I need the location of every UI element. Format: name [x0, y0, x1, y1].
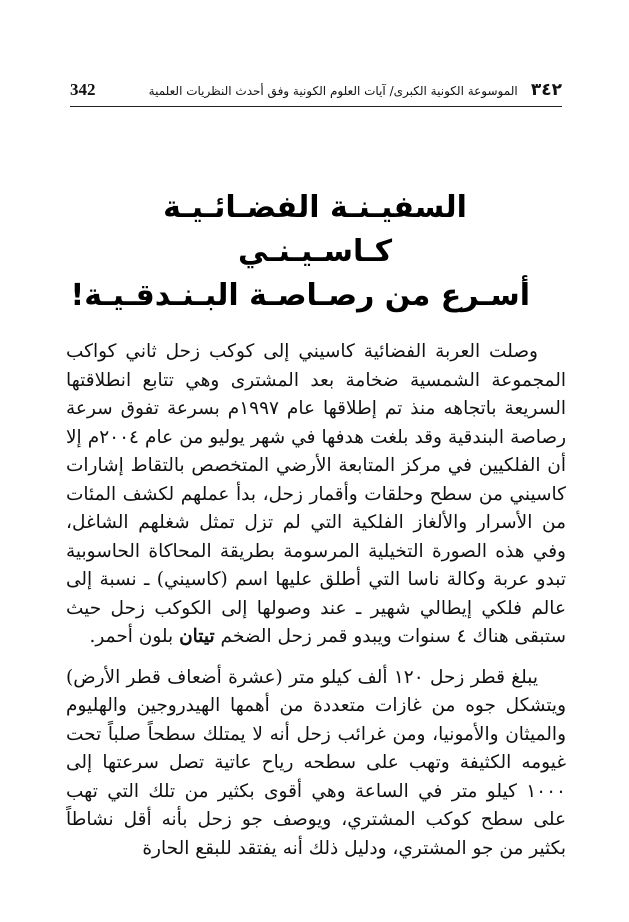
running-head	[70, 78, 562, 100]
title-line-2: كـاسـيـنـي	[237, 234, 393, 269]
paragraph-1	[66, 338, 566, 652]
title-line-3: أسـرع من رصـاصـة البـنـدقـيـة!	[70, 278, 530, 313]
article-body	[66, 338, 566, 863]
paragraph-1-ending: بلون أحمر.	[89, 626, 180, 647]
page-number-latin: 342	[70, 80, 96, 99]
paragraph-1-text: وصلت العربة الفضائية كاسيني إلى كوكب زحل ثاني كواكب المجموعة الشمسية ضخامة بعد المشترى وهي تتابع انطلاقتها السريعة باتجاهه منذ تم إطلاقها عام ١٩٩٧م بسرعة تفوق سرعة رصاصة البندقية وقد بلغت هدفها في شهر يوليو من عام ٢٠٠٤م إلا أن الفلكيين في مركز المتابعة الأرضي المتخصص بالتقاط إشارات كاسيني من سطح وحلقات وأقمار زحل، بدأ عملهم لكشف المئات من الأسرار والألغاز الفلكية التي لم تزل تمثل شغلهم الشاغل، وفي هذه الصورة التخيلية المرسومة بطريقة المحاكاة الحاسوبية تبدو عربة وكالة ناسا التي أطلق عليها اسم (كاسيني) ـ نسبة إلى عالم فلكي إيطالي شهير ـ عند وصولها إلى الكوكب زحل حيث ستبقى هناك ٤ سنوات ويبدو قمر زحل الضخم	[66, 341, 567, 647]
header-rule-divider	[70, 106, 562, 107]
paragraph-1-bold-term: تيتان	[179, 626, 215, 647]
page-number-arabic: ٣٤٢	[530, 80, 562, 100]
running-head-book-title: الموسوعة الكونية الكبرى/ آيات العلوم الكونية وفق أحدث النظريات العلمية	[148, 84, 518, 98]
article-title	[70, 186, 530, 318]
title-line-1: السفيـنـة الفضـائـيـة	[163, 190, 467, 225]
paragraph-2: يبلغ قطر زحل ١٢٠ ألف كيلو متر (عشرة أضعاف قطر الأرض) ويتشكل جوه من غازات متعددة من أهمها الهيدروجين والهليوم والميثان والأمونيا، ومن غرائب زحل أنه لا يمتلك سطحاً صلباً تحت غيومه الكثيفة وتهب على سطحه رياح عاتية تصل سرعتها إلى ١٠٠٠ كيلو متر في الساعة وهي أقوى بكثير من تلك التي تهب على سطح كوكب المشتري، ويوصف جو زحل بأنه أقل نشاطاً بكثير من جو المشتري، ودليل ذلك أنه يفتقد للبقع الحارة	[66, 666, 566, 859]
